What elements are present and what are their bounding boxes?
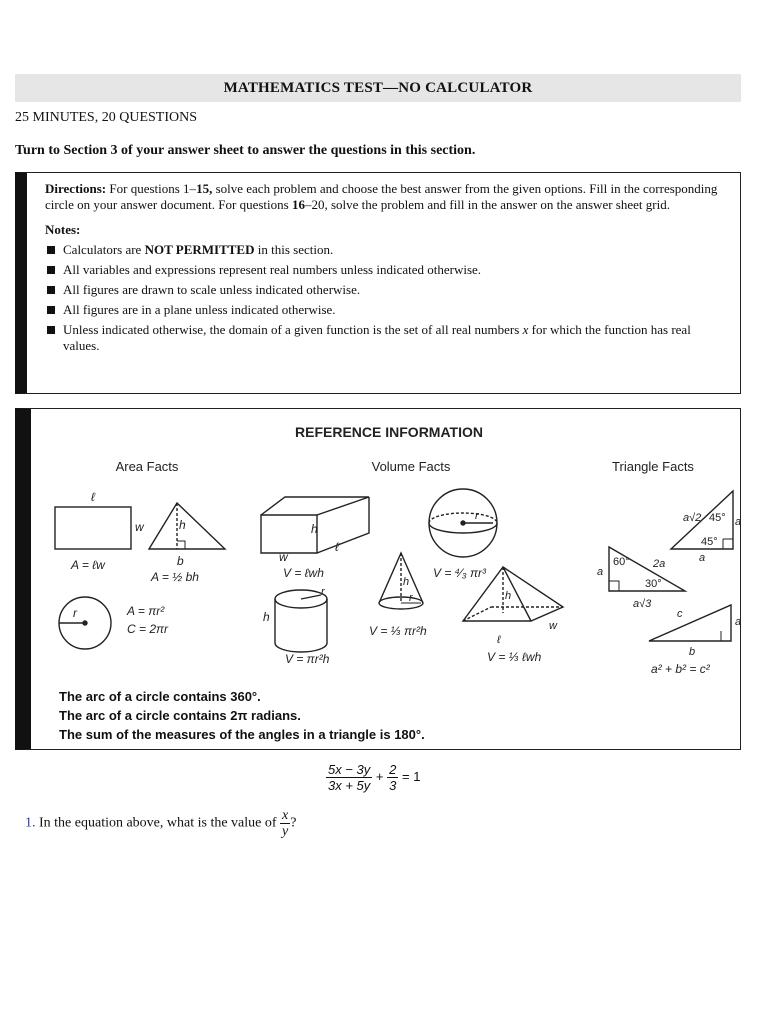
volume-facts-heading: Volume Facts xyxy=(371,459,451,474)
svg-text:c: c xyxy=(677,608,683,620)
reference-title: REFERENCE INFORMATION xyxy=(295,424,483,440)
notes-list xyxy=(45,242,726,354)
svg-text:r: r xyxy=(73,606,77,620)
svg-text:w: w xyxy=(279,550,288,564)
square-bullet-icon xyxy=(47,286,55,294)
fact-line: The arc of a circle contains 360°. xyxy=(59,689,261,704)
section-title: MATHEMATICS TEST—NO CALCULATOR xyxy=(15,74,741,102)
svg-text:r: r xyxy=(475,510,479,522)
square-bullet-icon xyxy=(47,326,55,334)
question-1: 1. In the equation above, what is the value of $\frac{x}{y}$ ? xyxy=(25,808,297,839)
square-bullet-icon xyxy=(47,246,55,254)
reference-facts xyxy=(59,687,425,744)
svg-text:2a: 2a xyxy=(653,558,666,570)
sphere-volume-formula: V = ⁴⁄₃ πr³ xyxy=(433,566,487,580)
section-subtitle: 25 MINUTES, 20 QUESTIONS xyxy=(15,110,197,125)
note-item: Unless indicated otherwise, the domain of a given function is the set of all real numbers x for which the function has real values. xyxy=(45,322,726,354)
svg-text:ℓ: ℓ xyxy=(497,634,501,646)
question-fraction: $\frac{x}{y}$ xyxy=(282,808,289,839)
question-number: 1. xyxy=(25,815,36,831)
svg-text:a: a xyxy=(735,516,742,528)
cylinder-volume-formula: V = πr²h xyxy=(285,652,330,666)
svg-text:w: w xyxy=(135,520,144,534)
triangle-figure xyxy=(149,503,225,549)
svg-text:h: h xyxy=(505,590,512,602)
triangle-facts-heading: Triangle Facts xyxy=(612,459,694,474)
cone-figure xyxy=(379,553,423,609)
area-facts-heading: Area Facts xyxy=(115,459,179,474)
question-text: In the equation above, what is the value of xyxy=(39,815,281,831)
section-instruction: Turn to Section 3 of your answer sheet to answer the questions in this section. xyxy=(15,143,476,158)
note-item: All figures are in a plane unless indicated otherwise. xyxy=(45,302,726,318)
circle-area-formula: A = πr² xyxy=(127,604,165,618)
svg-text:b: b xyxy=(177,554,184,568)
square-bullet-icon xyxy=(47,306,55,314)
svg-text:ℓ: ℓ xyxy=(91,490,95,504)
svg-text:a: a xyxy=(597,566,604,578)
svg-text:30°: 30° xyxy=(645,578,662,590)
svg-text:h: h xyxy=(311,522,318,536)
equation: $\frac{5x - 3y}{3x + 5y}$ + $\frac{2}{3}$ = 1 xyxy=(328,762,421,793)
pythagorean-formula: a² + b² = c² xyxy=(651,662,710,676)
cone-volume-formula: V = ⅓ πr²h xyxy=(369,624,427,638)
svg-text:h: h xyxy=(263,610,270,624)
directions-box xyxy=(15,172,741,394)
square-bullet-icon xyxy=(47,266,55,274)
circle-figure xyxy=(59,597,111,649)
note-item: All variables and expressions represent real numbers unless indicated otherwise. xyxy=(45,262,726,278)
svg-text:60°: 60° xyxy=(613,556,630,568)
directions-paragraph: Directions: For questions 1–15, solve each problem and choose the best answer from the given options. Fill in the corresponding circle on your answer document. For questions 16–20, solve the problem and fill in the answer on the answer sheet grid. xyxy=(45,181,718,212)
circumference-formula: C = 2πr xyxy=(127,622,169,636)
right-triangle-figure xyxy=(649,605,731,641)
rectangle-area-formula: A = ℓw xyxy=(71,558,105,572)
directions-label: Directions: xyxy=(45,181,107,196)
triangle-area-formula: A = ½ bh xyxy=(151,570,199,584)
note-item: Calculators are NOT PERMITTED in this section. xyxy=(45,242,726,258)
svg-text:r: r xyxy=(409,592,413,604)
svg-text:a√3: a√3 xyxy=(633,598,652,610)
svg-text:b: b xyxy=(689,646,696,658)
svg-text:ℓ: ℓ xyxy=(335,540,339,554)
sphere-figure xyxy=(429,489,497,557)
svg-text:a: a xyxy=(735,616,742,628)
svg-text:r: r xyxy=(321,586,325,598)
svg-text:45°: 45° xyxy=(701,536,718,548)
reference-information-panel xyxy=(15,408,741,750)
svg-text:45°: 45° xyxy=(709,512,726,524)
svg-text:a: a xyxy=(699,552,706,564)
svg-text:h: h xyxy=(403,576,410,588)
notes-label: Notes: xyxy=(45,222,81,237)
fact-line: The arc of a circle contains 2π radians. xyxy=(59,708,301,723)
note-item: All figures are drawn to scale unless indicated otherwise. xyxy=(45,282,726,298)
pyramid-volume-formula: V = ⅓ ℓwh xyxy=(487,650,542,664)
svg-text:w: w xyxy=(549,620,557,632)
box-volume-formula: V = ℓwh xyxy=(283,566,324,580)
svg-text:a√2: a√2 xyxy=(683,512,702,524)
rectangle-figure xyxy=(55,507,131,549)
fact-line: The sum of the measures of the angles in a triangle is 180°. xyxy=(59,727,425,742)
cylinder-figure xyxy=(275,590,327,652)
svg-text:h: h xyxy=(179,518,186,532)
